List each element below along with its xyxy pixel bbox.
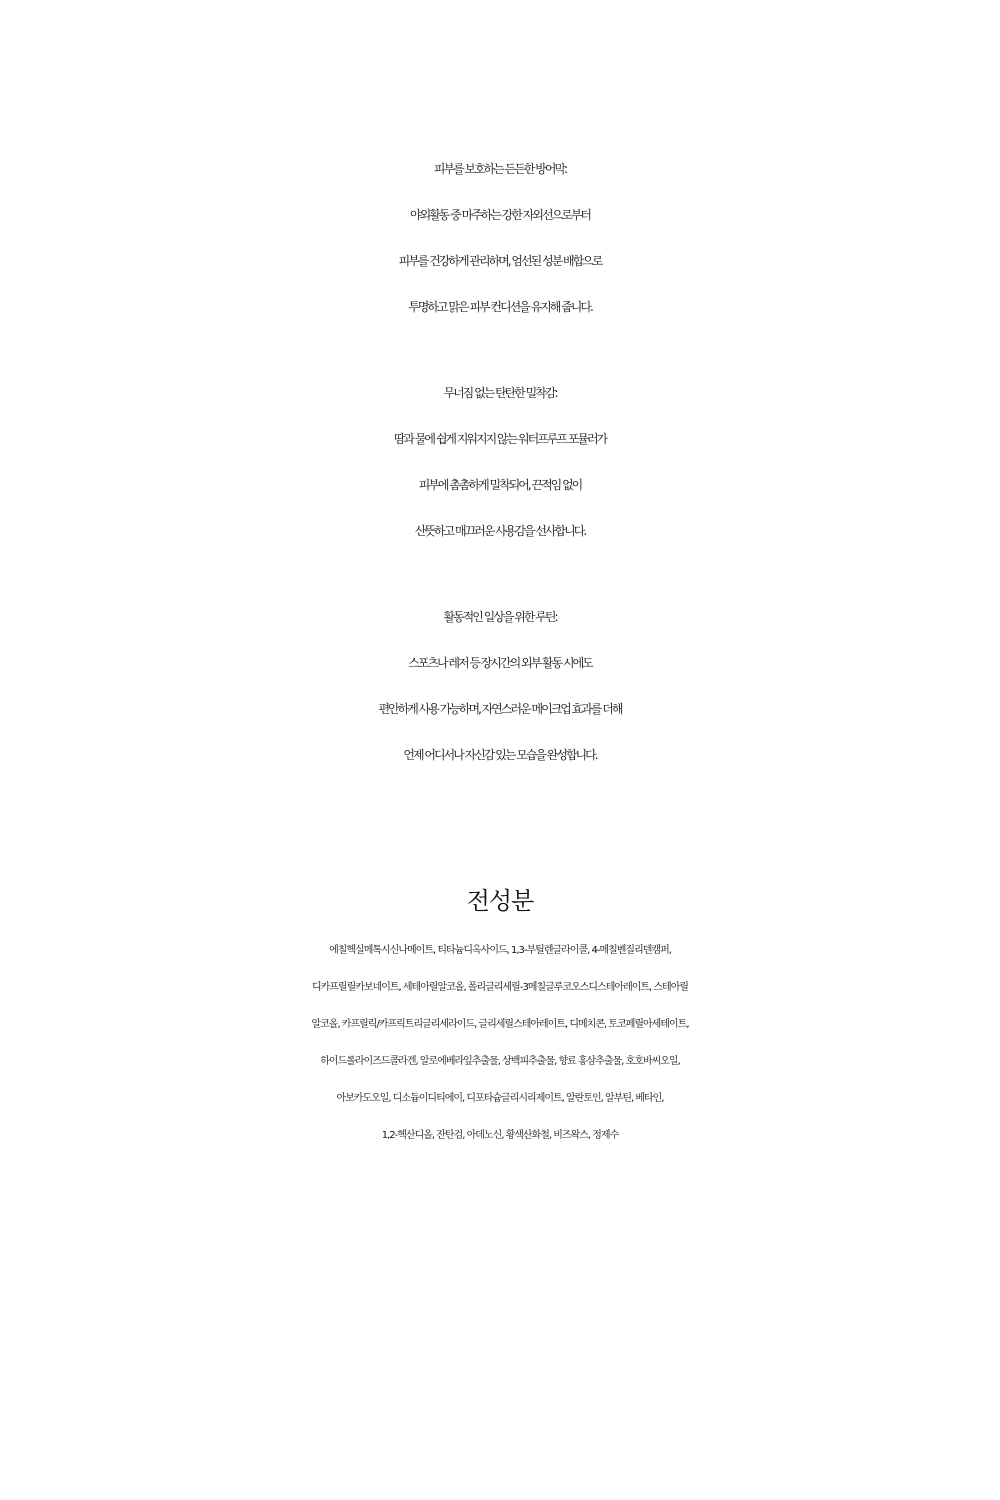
feature-text-line: 산뜻하고 매끄러운 사용감을 선사합니다.: [414, 524, 586, 538]
ingredients-line: 알코올, 카프릴릭/카프릭트리글리세라이드, 글리세릴스테아레이트, 디메치콘, 토코페릴아세테이트,: [311, 1019, 689, 1030]
feature-text-line: 땀과 물에 쉽게 지워지지 않는 워터프루프 포뮬러가: [393, 432, 607, 446]
feature-text-line: 스포츠나 레저 등 장시간의 외부 활동 시에도: [408, 656, 592, 670]
feature-adhesion: [0, 370, 1000, 554]
ingredients-line: 디카프릴릴카보네이트, 세테아릴알코올, 폴리글리세릴-3메칠글루코오스디스테아레이트, 스테아릴: [311, 982, 689, 993]
feature-text-line: 피부에 촘촘하게 밀착되어, 끈적임 없이: [418, 478, 582, 492]
feature-text-line: 편안하게 사용 가능하며, 자연스러운 메이크업 효과를 더해: [378, 702, 622, 716]
ingredients-section: [0, 884, 1000, 1154]
feature-heading: 피부를 보호하는 든든한 방어막:: [433, 162, 567, 176]
ingredients-list: [0, 932, 1000, 1154]
feature-protection: [0, 146, 1000, 330]
feature-text-line: 야외활동 중 마주하는 강한 자외선으로부터: [410, 208, 590, 222]
ingredients-line: 1,2-헥산디올, 잔탄검, 아데노신, 황색산화철, 비즈왁스, 정제수: [381, 1130, 619, 1141]
feature-heading: 무너짐 없는 탄탄한 밀착감:: [443, 386, 557, 400]
ingredients-line: 아보카도오일, 디소듐이디티에이, 디포타슘글리시리제이트, 알란토인, 알부틴, 베타인,: [336, 1093, 664, 1104]
feature-text-line: 투명하고 맑은 피부 컨디션을 유지해 줍니다.: [408, 300, 592, 314]
feature-text-line: 언제 어디서나 자신감 있는 모습을 완성합니다.: [403, 748, 597, 762]
feature-heading: 활동적인 일상을 위한 루틴:: [443, 610, 557, 624]
feature-descriptions: [0, 146, 1000, 818]
feature-text-line: 피부를 건강하게 관리하며, 엄선된 성분 배합으로: [398, 254, 602, 268]
ingredients-line: 하이드롤라이즈드콜라겐, 알로에베라잎추출물, 상백피추출물, 향료 홍삼추출물, 호호바씨오일,: [320, 1056, 680, 1067]
ingredients-title: 전성분: [466, 887, 534, 915]
feature-routine: [0, 594, 1000, 778]
ingredients-line: 에칠헥실메톡시신나메이트, 티타늄디옥사이드, 1,3-부틸렌글라이콜, 4-메칠벤질리덴캠퍼,: [329, 945, 671, 956]
